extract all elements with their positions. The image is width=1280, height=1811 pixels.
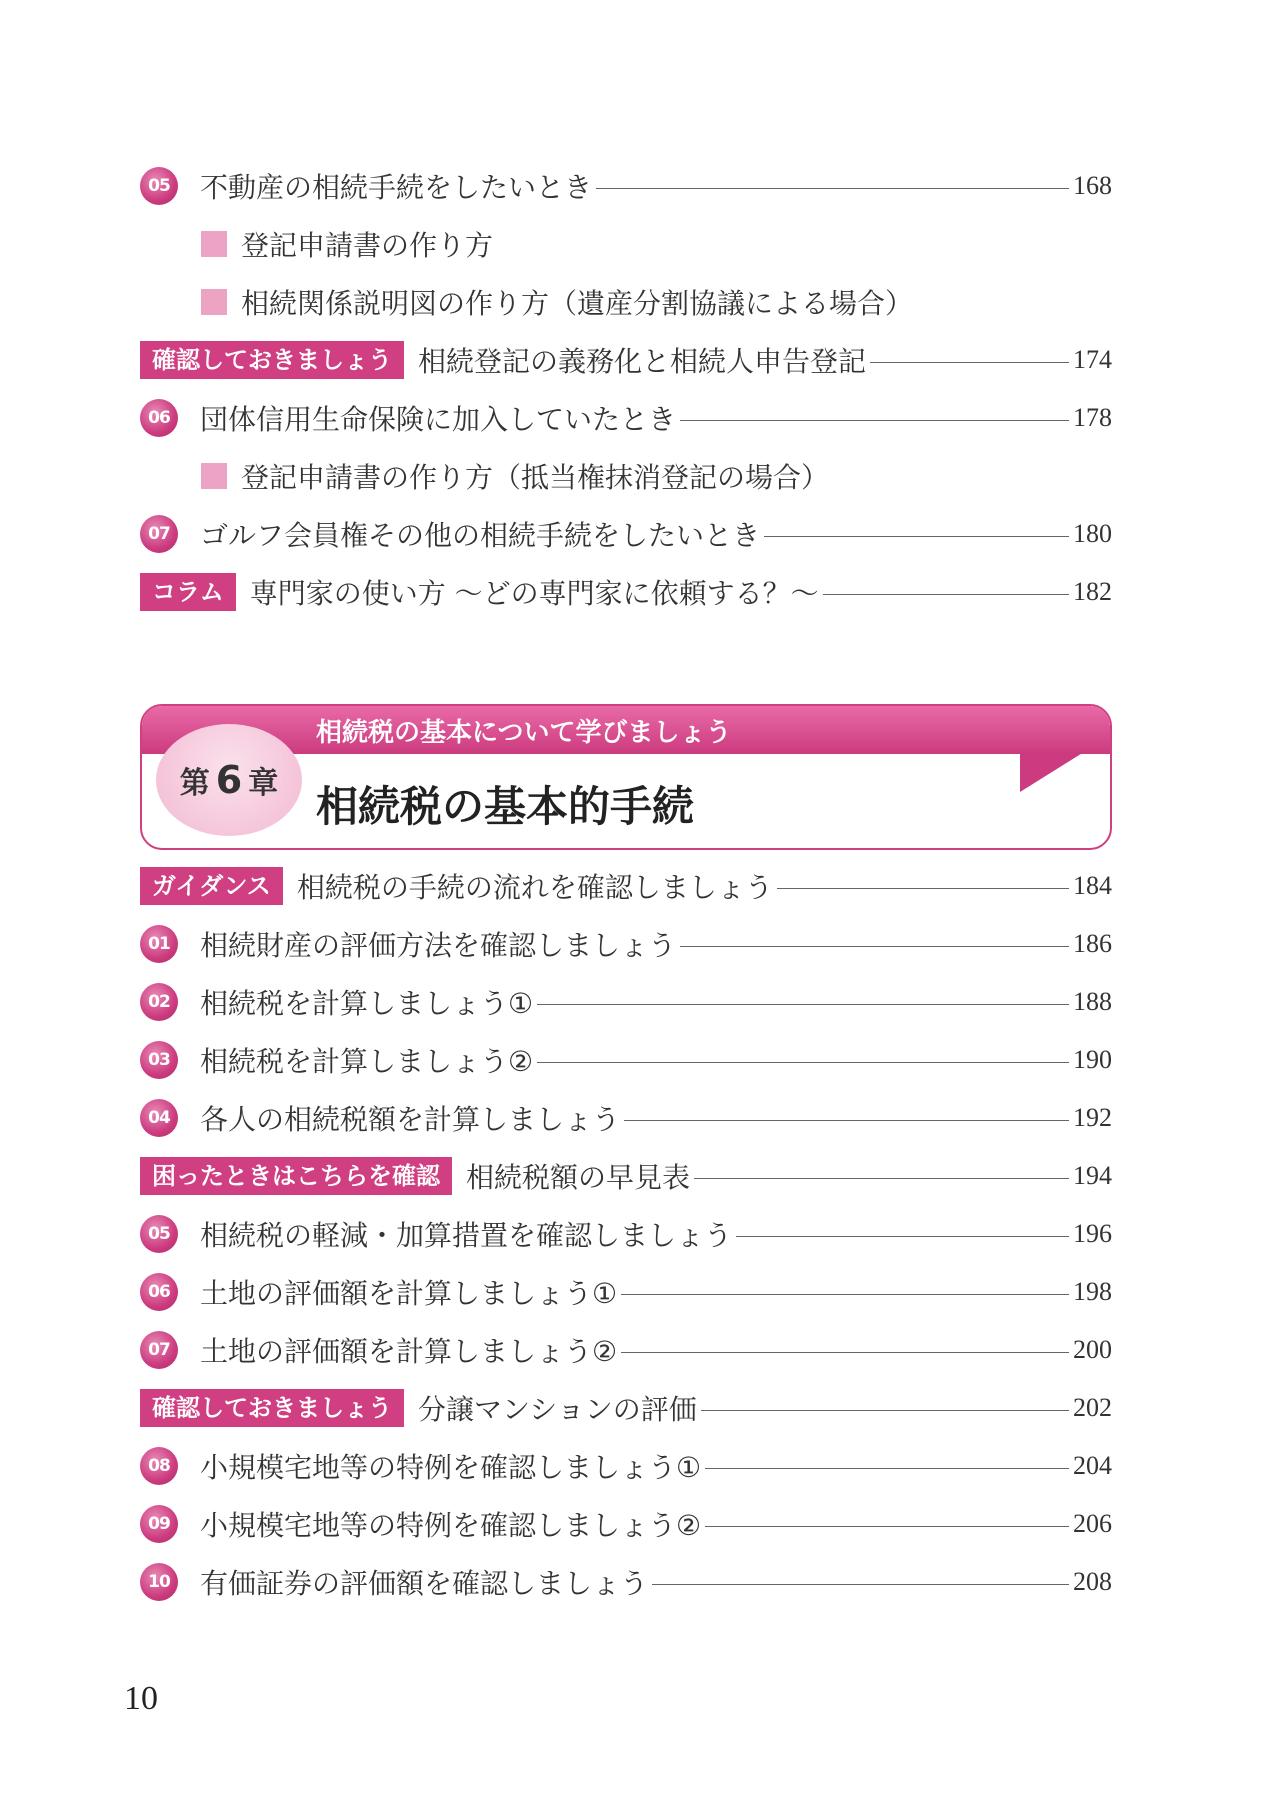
entry-title: 土地の評価額を計算しましょう② <box>200 1335 618 1368</box>
entry-title: 分譲マンションの評価 <box>418 1393 697 1426</box>
toc-entry[interactable] <box>140 978 1112 1026</box>
category-label: 確認しておきましょう <box>140 1389 404 1427</box>
toc-entry[interactable] <box>140 1094 1112 1142</box>
chapter-subtitle: 相続税の基本について学びましょう <box>316 718 732 748</box>
dot-leader <box>621 1352 1069 1353</box>
page-number: 10 <box>124 1680 158 1717</box>
toc-entry[interactable] <box>140 1326 1112 1374</box>
subentry-title: 登記申請書の作り方 <box>241 229 494 262</box>
category-label: ガイダンス <box>140 867 283 905</box>
chapter-number: 6 <box>215 758 243 802</box>
dot-leader <box>621 1294 1069 1295</box>
number-badge: 04 <box>140 1099 178 1137</box>
entry-title: 相続税の手続の流れを確認しましょう <box>296 871 773 904</box>
number-badge: 06 <box>140 1273 178 1311</box>
chapter-prefix: 第 <box>179 766 210 801</box>
square-bullet-icon <box>201 463 227 489</box>
number-badge: 08 <box>140 1447 178 1485</box>
square-bullet-icon <box>201 289 227 315</box>
page-ref: 194 <box>1073 1161 1112 1190</box>
number-badge: 05 <box>140 167 178 205</box>
entry-title: 有価証券の評価額を確認しましょう <box>200 1567 649 1600</box>
toc-entry[interactable] <box>140 162 1112 210</box>
entry-title: 団体信用生命保険に加入していたとき <box>200 403 677 436</box>
page-ref: 208 <box>1073 1567 1112 1596</box>
toc-subentry[interactable] <box>140 452 1173 500</box>
entry-title: 相続登記の義務化と相続人申告登記 <box>418 345 867 378</box>
dot-leader <box>870 362 1069 363</box>
page-ref: 204 <box>1073 1451 1112 1480</box>
page-ref: 184 <box>1073 871 1112 900</box>
toc-entry[interactable] <box>140 1384 1112 1432</box>
category-label: コラム <box>140 573 236 611</box>
dot-leader <box>680 946 1069 947</box>
toc-entry[interactable] <box>140 1036 1112 1084</box>
dot-leader <box>764 536 1069 537</box>
entry-title: 相続税額の早見表 <box>466 1161 691 1194</box>
page-ref: 192 <box>1073 1103 1112 1132</box>
number-badge: 09 <box>140 1505 178 1543</box>
page-ref: 182 <box>1073 577 1112 606</box>
entry-title: 小規模宅地等の特例を確認しましょう① <box>200 1451 702 1484</box>
number-badge: 05 <box>140 1215 178 1253</box>
toc-entry[interactable] <box>140 1210 1112 1258</box>
page-ref: 198 <box>1073 1277 1112 1306</box>
page-ref: 206 <box>1073 1509 1112 1538</box>
entry-title: 専門家の使い方 ～どの専門家に依頼する？～ <box>249 577 819 610</box>
page-ref: 178 <box>1073 403 1112 432</box>
toc-entry[interactable] <box>140 510 1112 558</box>
dot-leader <box>624 1120 1069 1121</box>
dot-leader <box>705 1468 1069 1469</box>
entry-title: ゴルフ会員権その他の相続手続をしたいとき <box>200 519 761 552</box>
page-ref: 196 <box>1073 1219 1112 1248</box>
dot-leader <box>701 1410 1069 1411</box>
category-label: 確認しておきましょう <box>140 341 404 379</box>
page-ref: 188 <box>1073 987 1112 1016</box>
entry-title: 小規模宅地等の特例を確認しましょう② <box>200 1509 702 1542</box>
number-badge: 06 <box>140 399 178 437</box>
square-bullet-icon <box>201 231 227 257</box>
dot-leader <box>694 1178 1069 1179</box>
toc-entry[interactable] <box>140 1558 1112 1606</box>
category-label: 困ったときはこちらを確認 <box>140 1157 452 1195</box>
chapter-title: 相続税の基本的手続 <box>316 782 695 831</box>
toc-entry[interactable] <box>140 862 1112 910</box>
number-badge: 02 <box>140 983 178 1021</box>
dot-leader <box>705 1526 1069 1527</box>
chapter-header <box>140 704 1112 850</box>
toc-subentry[interactable] <box>140 220 1173 268</box>
entry-title: 相続税の軽減・加算措置を確認しましょう <box>200 1219 733 1252</box>
number-badge: 07 <box>140 515 178 553</box>
page-ref: 200 <box>1073 1335 1112 1364</box>
chapter-number-badge <box>156 724 302 836</box>
toc-entry[interactable] <box>140 1442 1112 1490</box>
dot-leader <box>823 594 1069 595</box>
toc-entry[interactable] <box>140 1268 1112 1316</box>
dot-leader <box>777 888 1069 889</box>
page-ref: 202 <box>1073 1393 1112 1422</box>
entry-title: 不動産の相続手続をしたいとき <box>200 171 593 204</box>
page-ref: 174 <box>1073 345 1112 374</box>
number-badge: 01 <box>140 925 178 963</box>
toc-entry[interactable] <box>140 336 1112 384</box>
speech-tail-icon <box>1020 752 1084 792</box>
toc-entry[interactable] <box>140 1500 1112 1548</box>
number-badge: 07 <box>140 1331 178 1369</box>
number-badge: 10 <box>140 1563 178 1601</box>
dot-leader <box>680 420 1069 421</box>
dot-leader <box>652 1584 1069 1585</box>
entry-title: 相続税を計算しましょう① <box>200 987 534 1020</box>
toc-subentry[interactable] <box>140 278 1173 326</box>
entry-title: 相続財産の評価方法を確認しましょう <box>200 929 677 962</box>
subentry-title: 登記申請書の作り方（抵当権抹消登記の場合） <box>241 461 830 494</box>
dot-leader <box>596 188 1069 189</box>
entry-title: 各人の相続税額を計算しましょう <box>200 1103 621 1136</box>
entry-title: 土地の評価額を計算しましょう① <box>200 1277 618 1310</box>
dot-leader <box>537 1062 1069 1063</box>
number-badge: 03 <box>140 1041 178 1079</box>
toc-entry[interactable] <box>140 568 1112 616</box>
chapter-suffix: 章 <box>248 766 279 801</box>
toc-entry[interactable] <box>140 394 1112 442</box>
page-ref: 180 <box>1073 519 1112 548</box>
page-ref: 190 <box>1073 1045 1112 1074</box>
subentry-title: 相続関係説明図の作り方（遺産分割協議による場合） <box>241 287 914 320</box>
dot-leader <box>537 1004 1069 1005</box>
toc-entry[interactable] <box>140 1152 1112 1200</box>
page-ref: 168 <box>1073 171 1112 200</box>
dot-leader <box>736 1236 1069 1237</box>
toc-entry[interactable] <box>140 920 1112 968</box>
entry-title: 相続税を計算しましょう② <box>200 1045 534 1078</box>
page-ref: 186 <box>1073 929 1112 958</box>
